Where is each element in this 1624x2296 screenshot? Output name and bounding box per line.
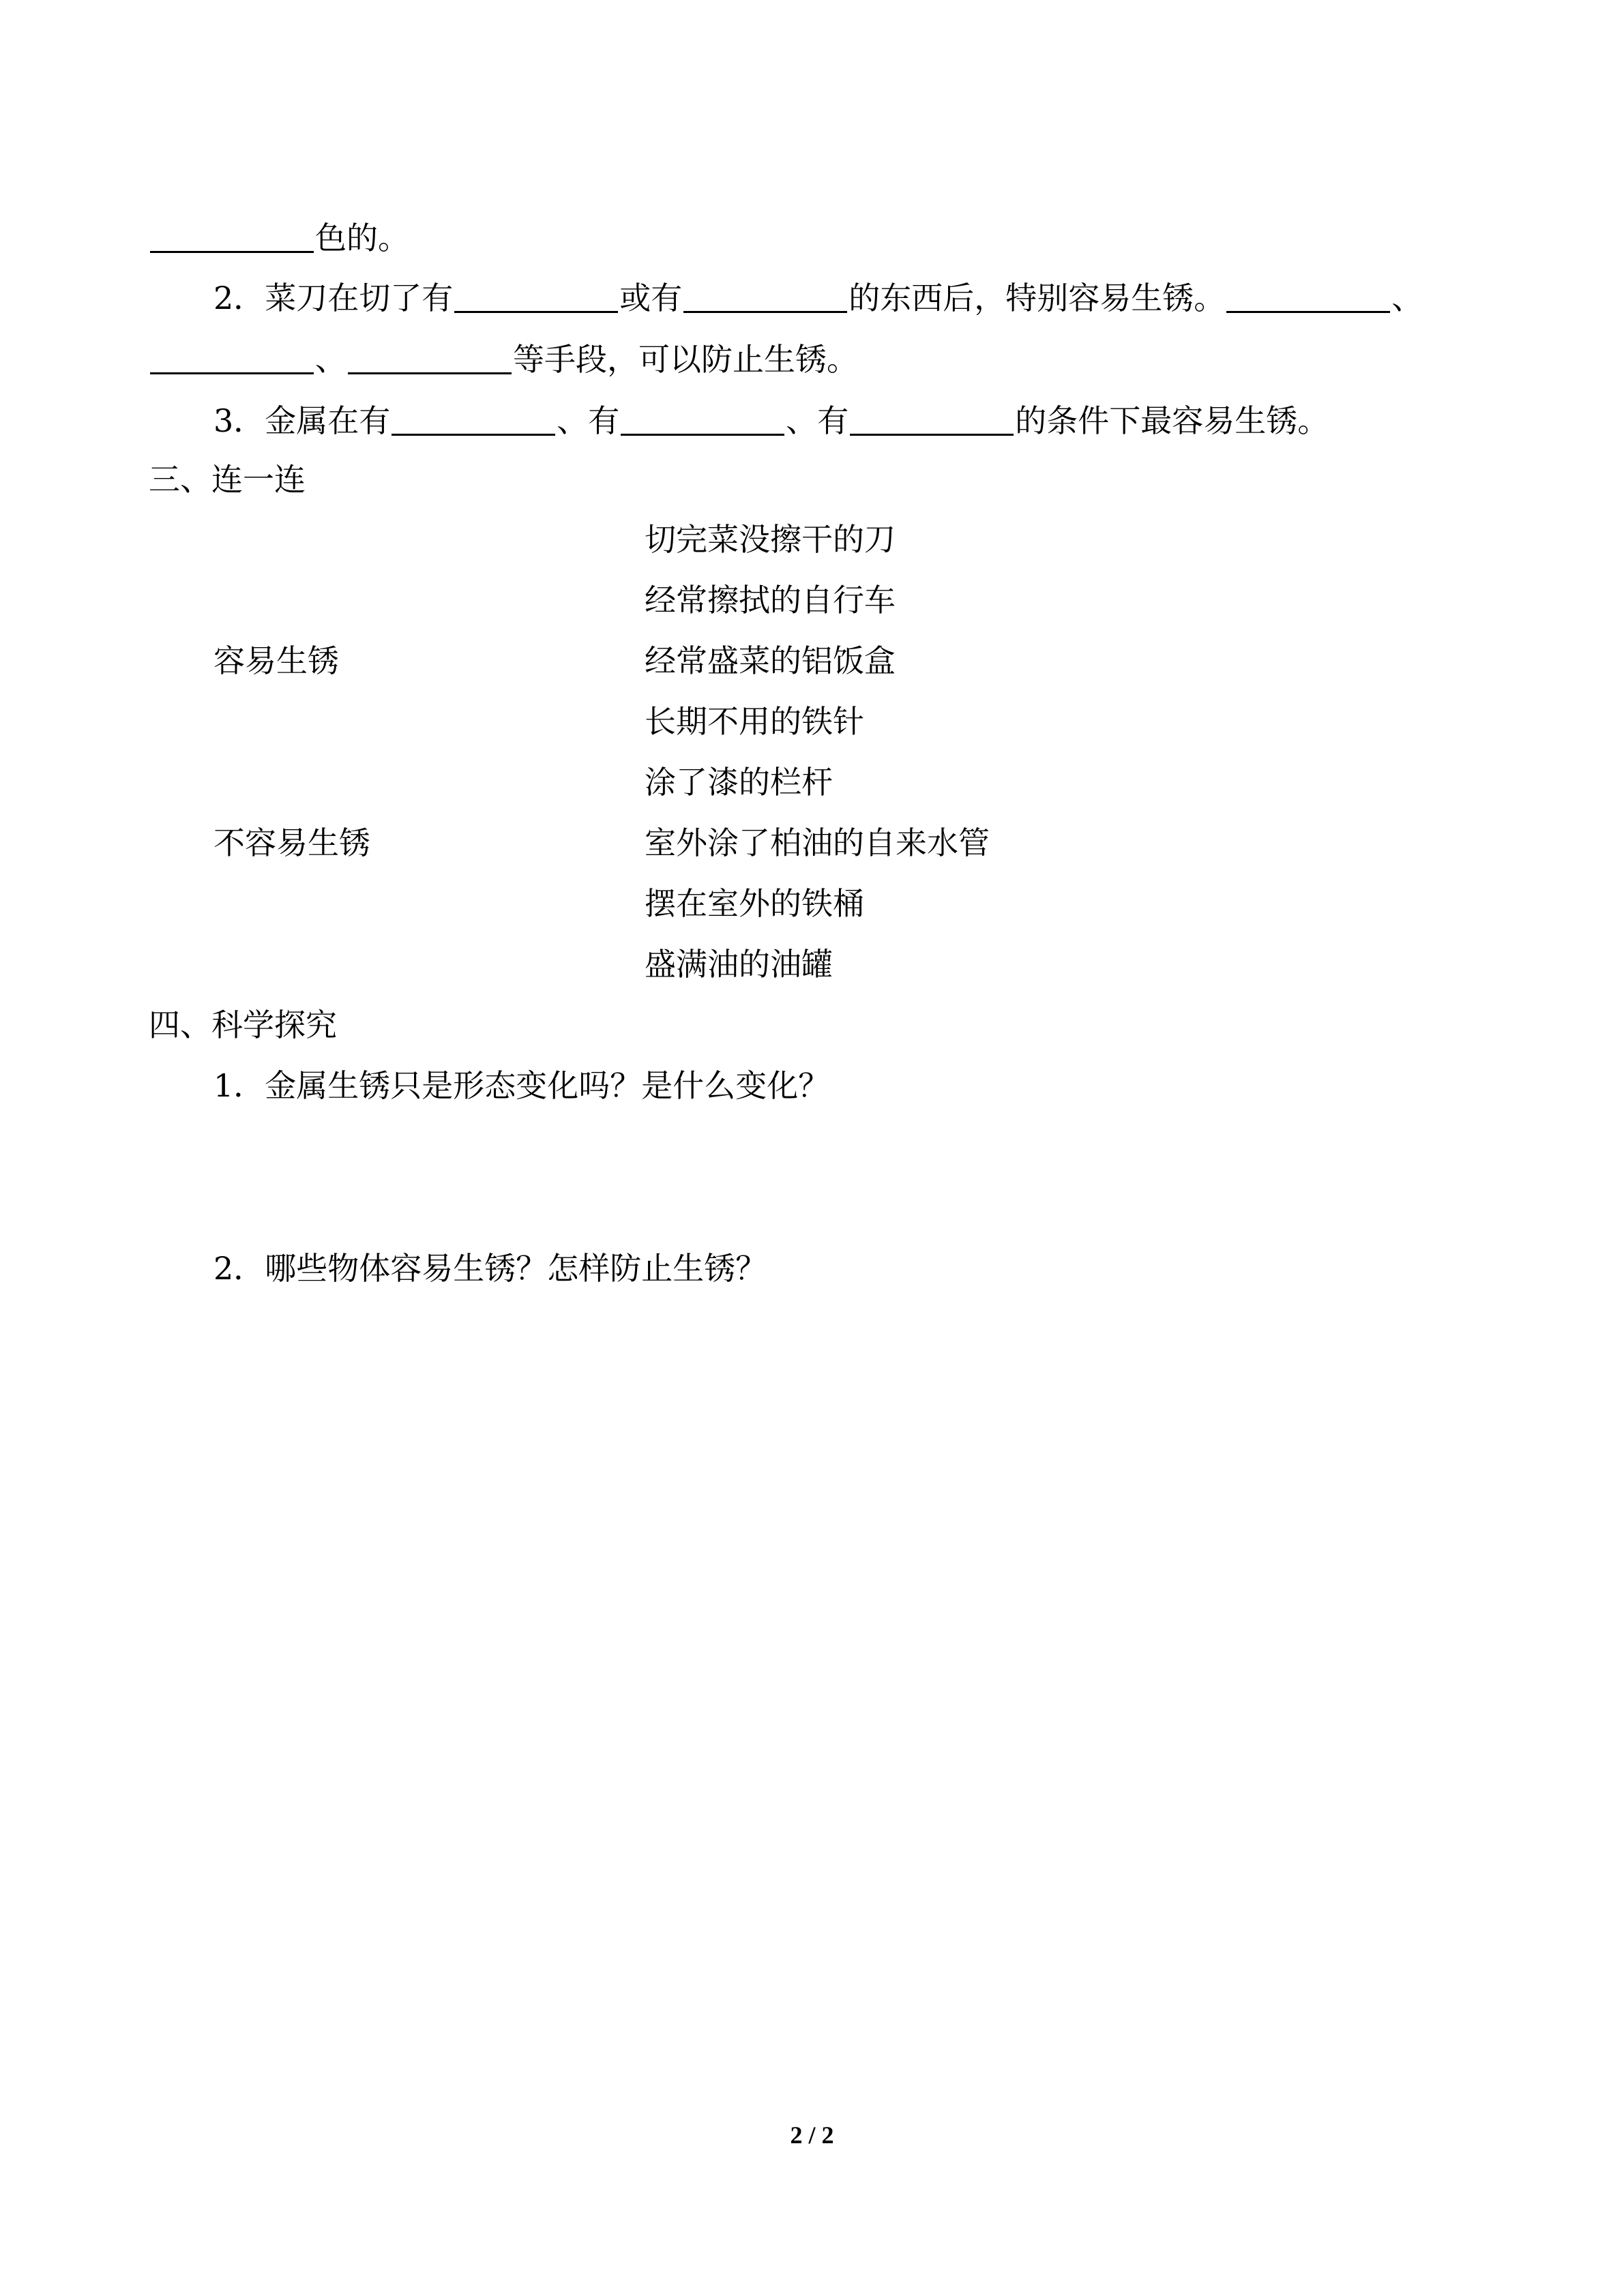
match-item-right[interactable]: 涂了漆的栏杆 [645,764,833,801]
question-text: 的条件下最容易生锈。 [1015,402,1329,439]
match-item-right[interactable]: 摆在室外的铁桶 [645,885,864,922]
match-item-right[interactable]: 室外涂了柏油的自来水管 [645,824,990,861]
answer-blank[interactable] [348,341,512,374]
inquiry-question-2: 2．哪些物体容易生锈？怎样防止生锈？ [213,1250,767,1287]
question-text: 金属在有 [265,402,391,439]
section-4-heading: 四、科学探究 [149,1007,337,1043]
answer-blank[interactable] [683,280,847,313]
fill-line-continuation [149,220,409,254]
answer-blank[interactable] [454,280,618,313]
answer-blank[interactable] [1226,280,1390,313]
page-number: 2 / 2 [790,2121,834,2149]
section-3-heading: 三、连一连 [149,461,306,498]
match-item-right[interactable]: 盛满油的油罐 [645,946,833,983]
question-text: 等手段，可以防止生锈。 [513,341,858,378]
question-text: 、 [1391,280,1423,316]
question-text: 、有 [786,402,849,439]
answer-blank[interactable] [150,341,314,374]
question-text: 、 [315,341,346,378]
answer-blank[interactable] [621,402,784,436]
question-number: 3． [213,402,265,439]
inquiry-question-1: 1．金属生锈只是形态变化吗？是什么变化？ [213,1067,830,1104]
question-text: 菜刀在切了有 [265,280,454,316]
answer-blank[interactable] [150,220,314,253]
question-text: 、有 [557,402,620,439]
question-number: 2． [213,280,265,316]
question-3 [213,402,1329,439]
continuation-text: 色的。 [315,220,409,256]
match-item-right[interactable]: 经常盛菜的铝饭盒 [645,642,896,679]
question-2-line-2 [149,341,858,378]
question-text: 或有 [619,280,683,316]
answer-blank[interactable] [850,402,1014,436]
question-text: 的东西后，特别容易生锈。 [848,280,1226,316]
match-item-left[interactable]: 不容易生锈 [213,824,370,861]
match-item-right[interactable]: 切完菜没擦干的刀 [645,521,896,558]
question-2-line-1 [213,280,1423,314]
match-item-right[interactable]: 长期不用的铁针 [645,703,864,740]
match-item-right[interactable]: 经常擦拭的自行车 [645,582,896,618]
match-item-left[interactable]: 容易生锈 [213,642,339,679]
answer-blank[interactable] [392,402,555,436]
